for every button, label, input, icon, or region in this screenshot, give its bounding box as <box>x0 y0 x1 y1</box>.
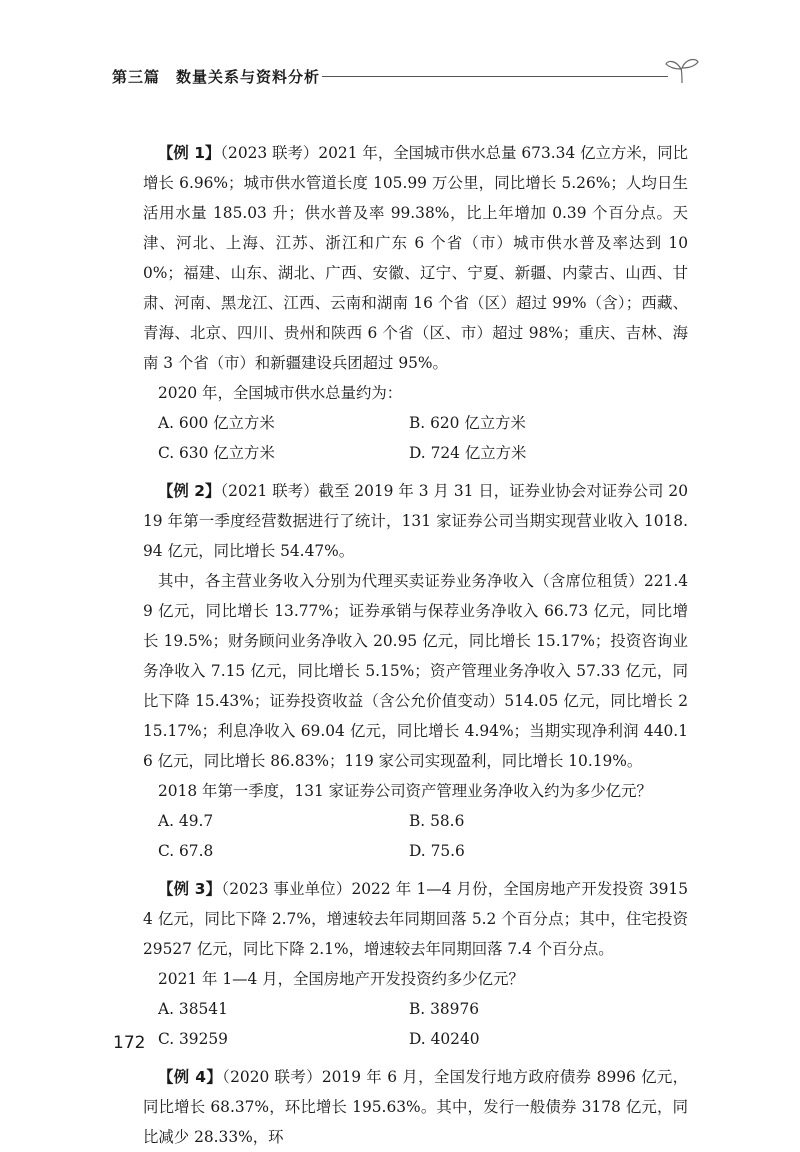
example-4 <box>143 1062 688 1152</box>
example-label: 【例 3】 <box>158 880 222 898</box>
example-1 <box>143 138 688 468</box>
sprout-icon <box>664 56 700 84</box>
header-rule <box>322 76 668 77</box>
example-2 <box>143 476 688 866</box>
option-c: C. 630 亿立方米 <box>158 444 275 462</box>
option-a: A. 38541 <box>158 1000 228 1018</box>
page-content <box>143 138 688 1152</box>
option-b: B. 620 亿立方米 <box>409 414 526 432</box>
option-d: D. 40240 <box>409 1030 480 1048</box>
section-title: 第三篇 数量关系与资料分析 <box>112 68 321 86</box>
page-number: 172 <box>113 1033 146 1053</box>
question-stem: 2021 年 1—4 月，全国房地产开发投资约多少亿元？ <box>158 970 524 988</box>
option-a: A. 49.7 <box>158 812 214 830</box>
page-header <box>112 64 702 96</box>
question-stem: 2020 年，全国城市供水总量约为： <box>158 384 403 402</box>
answer-options <box>143 408 688 468</box>
answer-options <box>143 806 688 866</box>
option-d: D. 724 亿立方米 <box>409 444 527 462</box>
answer-options <box>143 994 688 1054</box>
example-label: 【例 4】 <box>158 1068 223 1086</box>
option-b: B. 38976 <box>409 1000 480 1018</box>
option-a: A. 600 亿立方米 <box>158 414 275 432</box>
option-c: C. 67.8 <box>158 842 214 860</box>
example-paragraph: 【例 4】（2020 联考）2019 年 6 月，全国发行地方政府债券 8996 亿元，同比增长 68.37%，环比增长 195.63%。其中，发行一般债券 3178 亿元，同比减少 28.33%，环 <box>143 1068 688 1146</box>
example-paragraph: 【例 1】（2023 联考）2021 年，全国城市供水总量 673.34 亿立方米，同比增长 6.96%；城市供水管道长度 105.99 万公里，同比增长 5.26%；人均日生活用水量 185.03 升；供水普及率 99.38%，比上年增加 0.39 个百分点。天津、河北、上海、江苏、浙江和广东 6 个省（市）城市供水普及率达到 100%；福建、山东、湖北、广西、安徽、辽宁、宁夏、新疆、内蒙古、山西、甘肃、河南、黑龙江、江西、云南和湖南 16 个省（区）超过 99%（含）；西藏、青海、北京、四川、贵州和陕西 6 个省（区、市）超过 98%；重庆、吉林、海南 3 个省（市）和新疆建设兵团超过 95%。 <box>143 144 688 372</box>
question-stem: 2018 年第一季度，131 家证券公司资产管理业务净收入约为多少亿元？ <box>158 782 652 800</box>
example-paragraph: 其中，各主营业务收入分别为代理买卖证券业务净收入（含席位租赁）221.49 亿元，同比增长 13.77%；证券承销与保荐业务净收入 66.73 亿元，同比增长 19.5%；财务顾问业务净收入 20.95 亿元，同比增长 15.17%；投资咨询业务净收入 7.15 亿元，同比增长 5.15%；资产管理业务净收入 57.33 亿元，同比下降 15.43%；证券投资收益（含公允价值变动）514.05 亿元，同比增长 215.17%；利息净收入 69.04 亿元，同比增长 4.94%；当期实现净利润 440.16 亿元，同比增长 86.83%；119 家公司实现盈利，同比增长 10.19%。 <box>143 572 688 770</box>
example-paragraph: 【例 3】（2023 事业单位）2022 年 1—4 月份，全国房地产开发投资 39154 亿元，同比下降 2.7%，增速较去年同期回落 5.2 个百分点；其中，住宅投资 29527 亿元，同比下降 2.1%，增速较去年同期回落 7.4 个百分点。 <box>143 880 688 958</box>
option-d: D. 75.6 <box>409 842 465 860</box>
option-b: B. 58.6 <box>409 812 465 830</box>
example-3 <box>143 874 688 1054</box>
example-paragraph: 【例 2】（2021 联考）截至 2019 年 3 月 31 日，证券业协会对证券公司 2019 年第一季度经营数据进行了统计，131 家证券公司当期实现营业收入 1018.94 亿元，同比增长 54.47%。 <box>143 482 688 560</box>
example-label: 【例 1】 <box>158 144 221 162</box>
example-label: 【例 2】 <box>158 482 221 500</box>
option-c: C. 39259 <box>158 1030 228 1048</box>
